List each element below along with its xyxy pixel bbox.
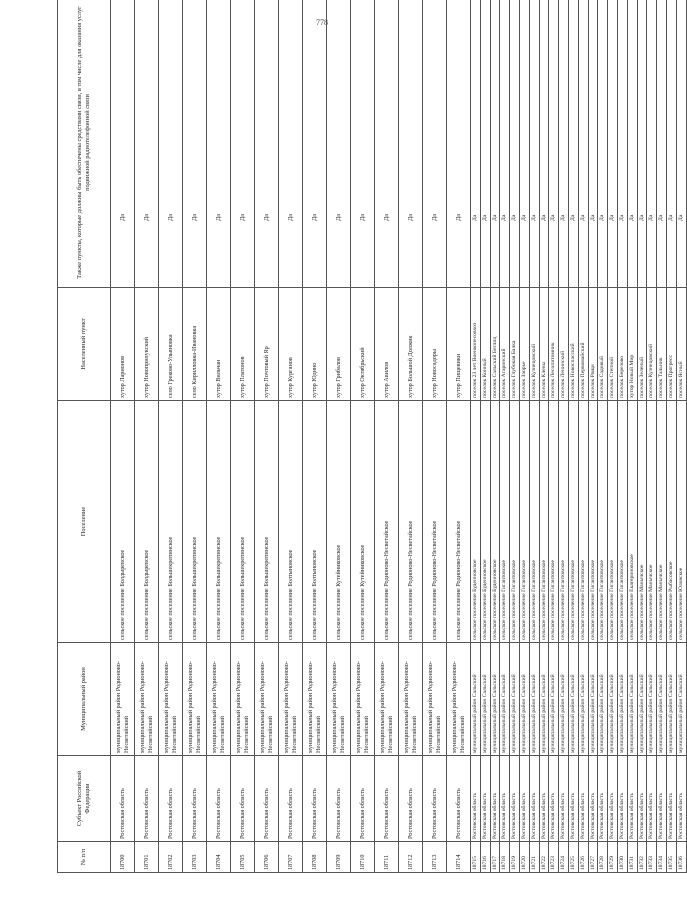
table-row — [539, 0, 549, 873]
cell-municipality: муниципальный район Сальский — [676, 643, 686, 756]
table-row — [529, 0, 539, 873]
cell-municipality: муниципальный район Сальский — [588, 643, 598, 756]
cell-locality: хутор Курганов — [279, 288, 303, 401]
cell-answer: Да — [207, 0, 231, 288]
cell-municipality: муниципальный район Сальский — [480, 643, 490, 756]
cell-municipality: муниципальный район Сальский — [637, 643, 647, 756]
table-row — [351, 0, 375, 873]
cell-municipality: муниципальный район Родионово-Несветайский — [327, 643, 351, 756]
cell-subject: Ростовская область — [490, 756, 500, 842]
table-row — [627, 0, 637, 873]
cell-locality: хутор Новоприлукский — [135, 288, 159, 401]
table-row — [608, 0, 618, 873]
cell-locality: поселок Конный — [480, 288, 490, 401]
cell-settlement: сельское поселение Гигантовское — [559, 401, 569, 643]
table-row — [255, 0, 279, 873]
table-row — [588, 0, 598, 873]
cell-locality: хутор Грибалов — [327, 288, 351, 401]
table-row — [568, 0, 578, 873]
cell-settlement: сельское поселение Гигантовское — [500, 401, 510, 643]
cell-answer: Да — [510, 0, 520, 288]
cell-num: 18735 — [666, 842, 676, 873]
cell-answer: Да — [327, 0, 351, 288]
cell-subject: Ростовская область — [231, 756, 255, 842]
cell-settlement: сельское поселение Гигантовское — [519, 401, 529, 643]
cell-locality: хутор Новосадоры — [423, 288, 447, 401]
cell-settlement: сельское поселение Болтыновское — [303, 401, 327, 643]
cell-num: 18736 — [676, 842, 686, 873]
cell-answer: Да — [255, 0, 279, 288]
table-row — [399, 0, 423, 873]
cell-subject: Ростовская область — [135, 756, 159, 842]
cell-answer: Да — [500, 0, 510, 288]
cell-locality: хутор Ларионов — [111, 288, 135, 401]
cell-municipality: муниципальный район Родионово-Несветайский — [423, 643, 447, 756]
cell-answer: Да — [111, 0, 135, 288]
cell-subject: Ростовская область — [447, 756, 471, 842]
cell-subject: Ростовская область — [303, 756, 327, 842]
table-row — [231, 0, 255, 873]
cell-subject: Ростовская область — [183, 756, 207, 842]
cell-subject: Ростовская область — [480, 756, 490, 842]
cell-num: 18731 — [627, 842, 637, 873]
cell-answer: Да — [549, 0, 559, 288]
cell-municipality: муниципальный район Родионово-Несветайский — [399, 643, 423, 756]
cell-locality: село Греково-Ульяновка — [159, 288, 183, 401]
cell-subject: Ростовская область — [255, 756, 279, 842]
table-row — [666, 0, 676, 873]
cell-num: 18709 — [327, 842, 351, 873]
cell-subject: Ростовская область — [588, 756, 598, 842]
cell-settlement: сельское поселение Гигантовское — [608, 401, 618, 643]
cell-subject: Ростовская область — [529, 756, 539, 842]
cell-settlement: сельское поселение Буденновское — [490, 401, 500, 643]
table-row — [598, 0, 608, 873]
cell-answer: Да — [399, 0, 423, 288]
cell-locality: поселок Лесопитомник — [549, 288, 559, 401]
table-row — [471, 0, 481, 873]
table-body — [111, 0, 687, 873]
cell-municipality: муниципальный район Родионово-Несветайский — [159, 643, 183, 756]
col-header-num: № п/п — [58, 842, 111, 873]
cell-num: 18710 — [351, 842, 375, 873]
cell-answer: Да — [480, 0, 490, 288]
cell-num: 18721 — [529, 842, 539, 873]
cell-subject: Ростовская область — [559, 756, 569, 842]
cell-settlement: сельское поселение Гигантовское — [549, 401, 559, 643]
cell-num: 18712 — [399, 842, 423, 873]
cell-settlement: сельское поселение Екатериновское — [627, 401, 637, 643]
table-row — [500, 0, 510, 873]
cell-settlement: сельское поселение Гигантовское — [617, 401, 627, 643]
cell-subject: Ростовская область — [399, 756, 423, 842]
cell-settlement: сельское поселение Большекрепинское — [183, 401, 207, 643]
cell-num: 18720 — [519, 842, 529, 873]
cell-answer: Да — [578, 0, 588, 288]
table-row — [480, 0, 490, 873]
cell-num: 18722 — [539, 842, 549, 873]
cell-locality: поселок Новоспасский — [568, 288, 578, 401]
cell-answer: Да — [490, 0, 500, 288]
cell-locality: хутор Вильчан — [207, 288, 231, 401]
cell-municipality: муниципальный район Сальский — [519, 643, 529, 756]
cell-subject: Ростовская область — [598, 756, 608, 842]
cell-num: 18718 — [500, 842, 510, 873]
table-row — [135, 0, 159, 873]
cell-municipality: муниципальный район Сальский — [657, 643, 667, 756]
table-row — [510, 0, 520, 873]
page-number: 778 — [316, 18, 328, 27]
cell-subject: Ростовская область — [657, 756, 667, 842]
table-row — [111, 0, 135, 873]
cell-settlement: сельское поселение Кутейниковское — [327, 401, 351, 643]
cell-locality: поселок 23 лет Военконесовхоз — [471, 288, 481, 401]
cell-answer: Да — [637, 0, 647, 288]
cell-settlement: сельское поселение Манычское — [647, 401, 657, 643]
cell-settlement: сельское поселение Большекрепинское — [159, 401, 183, 643]
cell-num: 18725 — [568, 842, 578, 873]
cell-municipality: муниципальный район Сальский — [627, 643, 637, 756]
cell-settlement: сельское поселение Гигантовское — [539, 401, 549, 643]
cell-locality: хутор Пищевики — [447, 288, 471, 401]
cell-num: 18707 — [279, 842, 303, 873]
cell-municipality: муниципальный район Родионово-Несветайский — [255, 643, 279, 756]
cell-locality: поселок Рощи — [588, 288, 598, 401]
cell-subject: Ростовская область — [471, 756, 481, 842]
cell-locality: поселок Первомайский — [578, 288, 588, 401]
cell-num: 18716 — [480, 842, 490, 873]
cell-num: 18714 — [447, 842, 471, 873]
table-row — [490, 0, 500, 873]
cell-subject: Ростовская область — [111, 756, 135, 842]
cell-locality: поселок Степной — [608, 288, 618, 401]
cell-locality: хутор Почтовый Яр — [255, 288, 279, 401]
cell-answer: Да — [519, 0, 529, 288]
cell-subject: Ростовская область — [207, 756, 231, 842]
cell-num: 18723 — [549, 842, 559, 873]
cell-answer: Да — [657, 0, 667, 288]
cell-answer: Да — [375, 0, 399, 288]
cell-num: 18713 — [423, 842, 447, 873]
cell-locality: поселок Зеленый — [637, 288, 647, 401]
cell-settlement: сельское поселение Буденновское — [480, 401, 490, 643]
cell-municipality: муниципальный район Сальский — [490, 643, 500, 756]
table-row — [327, 0, 351, 873]
table-row — [578, 0, 588, 873]
cell-locality: село Кирилловка-Ивановка — [183, 288, 207, 401]
cell-municipality: муниципальный район Родионово-Несветайский — [351, 643, 375, 756]
cell-municipality: муниципальный район Родионово-Несветайский — [279, 643, 303, 756]
cell-settlement: сельское поселение Гигантовское — [568, 401, 578, 643]
cell-municipality: муниципальный район Сальский — [559, 643, 569, 756]
cell-locality: хутор Платонов — [231, 288, 255, 401]
cell-num: 18700 — [111, 842, 135, 873]
cell-num: 18724 — [559, 842, 569, 873]
table-row — [279, 0, 303, 873]
cell-locality: поселок Заорье — [519, 288, 529, 401]
cell-answer: Да — [159, 0, 183, 288]
cell-num: 18732 — [637, 842, 647, 873]
cell-num: 18730 — [617, 842, 627, 873]
cell-subject: Ростовская область — [676, 756, 686, 842]
cell-municipality: муниципальный район Сальский — [647, 643, 657, 756]
cell-subject: Ростовская область — [375, 756, 399, 842]
table-row — [159, 0, 183, 873]
cell-answer: Да — [598, 0, 608, 288]
cell-num: 18726 — [578, 842, 588, 873]
table-row — [303, 0, 327, 873]
cell-answer: Да — [279, 0, 303, 288]
cell-answer: Да — [539, 0, 549, 288]
cell-municipality: муниципальный район Сальский — [510, 643, 520, 756]
cell-locality: поселок Ясный — [676, 288, 686, 401]
cell-settlement: сельское поселение Рыбасовское — [666, 401, 676, 643]
cell-locality: хутор Большой Должик — [399, 288, 423, 401]
table-row — [375, 0, 399, 873]
cell-locality: поселок Сальский Беглиц — [490, 288, 500, 401]
cell-answer: Да — [588, 0, 598, 288]
cell-num: 18729 — [608, 842, 618, 873]
cell-subject: Ростовская область — [627, 756, 637, 842]
cell-settlement: сельское поселение Буденновское — [471, 401, 481, 643]
cell-locality: поселок Клены — [539, 288, 549, 401]
settlements-table — [57, 0, 687, 873]
cell-subject: Ростовская область — [539, 756, 549, 842]
cell-municipality: муниципальный район Сальский — [666, 643, 676, 756]
cell-municipality: муниципальный район Сальский — [529, 643, 539, 756]
cell-answer: Да — [676, 0, 686, 288]
cell-num: 18708 — [303, 842, 327, 873]
table-row — [183, 0, 207, 873]
cell-subject: Ростовская область — [568, 756, 578, 842]
cell-settlement: сельское поселение Большекрепинское — [207, 401, 231, 643]
cell-num: 18703 — [183, 842, 207, 873]
table-row — [676, 0, 686, 873]
cell-municipality: муниципальный район Родионово-Несветайский — [303, 643, 327, 756]
cell-subject: Ростовская область — [617, 756, 627, 842]
cell-answer: Да — [627, 0, 637, 288]
cell-subject: Ростовская область — [500, 756, 510, 842]
cell-locality: хутор Новый Мир — [627, 288, 637, 401]
col-header-settlement: Поселение — [58, 401, 111, 643]
cell-settlement: сельское поселение Родионово-Несветайское — [447, 401, 471, 643]
cell-settlement: сельское поселение Манычское — [637, 401, 647, 643]
cell-municipality: муниципальный район Сальский — [500, 643, 510, 756]
cell-municipality: муниципальный район Родионово-Несветайский — [447, 643, 471, 756]
cell-answer: Да — [647, 0, 657, 288]
cell-num: 18727 — [588, 842, 598, 873]
cell-subject: Ростовская область — [423, 756, 447, 842]
cell-locality: поселок Березово — [617, 288, 627, 401]
cell-subject: Ростовская область — [327, 756, 351, 842]
cell-subject: Ростовская область — [159, 756, 183, 842]
cell-locality: поселок Ленинский — [559, 288, 569, 401]
cell-settlement: сельское поселение Большекрепинское — [231, 401, 255, 643]
table-row — [559, 0, 569, 873]
cell-num: 18702 — [159, 842, 183, 873]
cell-settlement: сельское поселение Болдыревское — [111, 401, 135, 643]
cell-settlement: сельское поселение Родионово-Несветайское — [399, 401, 423, 643]
cell-settlement: сельское поселение Юловское — [676, 401, 686, 643]
cell-settlement: сельское поселение Болдыревское — [135, 401, 159, 643]
cell-locality: хутор Октябрьский — [351, 288, 375, 401]
cell-answer: Да — [231, 0, 255, 288]
cell-num: 18711 — [375, 842, 399, 873]
cell-num: 18705 — [231, 842, 255, 873]
cell-locality: поселок Кузнецовский — [529, 288, 539, 401]
cell-answer: Да — [568, 0, 578, 288]
cell-num: 18715 — [471, 842, 481, 873]
cell-municipality: муниципальный район Сальский — [549, 643, 559, 756]
cell-answer: Да — [423, 0, 447, 288]
cell-settlement: сельское поселение Гигантовское — [529, 401, 539, 643]
table-row — [637, 0, 647, 873]
cell-num: 18733 — [647, 842, 657, 873]
cell-answer: Да — [666, 0, 676, 288]
cell-subject: Ростовская область — [647, 756, 657, 842]
cell-municipality: муниципальный район Сальский — [598, 643, 608, 756]
cell-settlement: сельское поселение Гигантовское — [598, 401, 608, 643]
cell-num: 18706 — [255, 842, 279, 873]
cell-locality: хутор Авилов — [375, 288, 399, 401]
cell-locality: хутор Юдино — [303, 288, 327, 401]
cell-num: 18717 — [490, 842, 500, 873]
cell-settlement: сельское поселение Гигантовское — [578, 401, 588, 643]
cell-municipality: муниципальный район Сальский — [608, 643, 618, 756]
table-row — [647, 0, 657, 873]
cell-municipality: муниципальный район Родионово-Несветайский — [207, 643, 231, 756]
cell-answer: Да — [303, 0, 327, 288]
table-header-row — [58, 0, 111, 873]
cell-settlement: сельское поселение Гигантовское — [510, 401, 520, 643]
cell-municipality: муниципальный район Родионово-Несветайский — [111, 643, 135, 756]
cell-settlement: сельское поселение Родионово-Несветайское — [375, 401, 399, 643]
cell-num: 18728 — [598, 842, 608, 873]
cell-municipality: муниципальный район Родионово-Несветайский — [231, 643, 255, 756]
cell-locality: поселок Садовый — [598, 288, 608, 401]
col-header-subject: Субъект Российской Федерации — [58, 756, 111, 842]
col-header-connectivity: Также пункты, которые должны быть обеспечены средствами связи, в том числе для оказания услуг подвижной радиотелефонной связи — [58, 0, 111, 288]
cell-settlement: сельское поселение Кутейниковское — [351, 401, 375, 643]
cell-subject: Ростовская область — [578, 756, 588, 842]
cell-municipality: муниципальный район Сальский — [539, 643, 549, 756]
cell-municipality: муниципальный район Сальский — [617, 643, 627, 756]
cell-municipality: муниципальный район Сальский — [578, 643, 588, 756]
table-row — [549, 0, 559, 873]
cell-answer: Да — [608, 0, 618, 288]
cell-subject: Ростовская область — [549, 756, 559, 842]
cell-answer: Да — [351, 0, 375, 288]
cell-municipality: муниципальный район Сальский — [568, 643, 578, 756]
cell-answer: Да — [559, 0, 569, 288]
cell-subject: Ростовская область — [351, 756, 375, 842]
cell-locality: поселок Кузнецовский — [647, 288, 657, 401]
cell-settlement: сельское поселение Гигантовское — [588, 401, 598, 643]
cell-answer: Да — [447, 0, 471, 288]
table-row — [617, 0, 627, 873]
cell-locality: поселок Прогресс — [666, 288, 676, 401]
table-row — [447, 0, 471, 873]
cell-answer: Да — [183, 0, 207, 288]
cell-locality: поселок Тальник — [657, 288, 667, 401]
table-row — [207, 0, 231, 873]
cell-num: 18719 — [510, 842, 520, 873]
col-header-locality: Населенный пункт — [58, 288, 111, 401]
cell-municipality: муниципальный район Родионово-Несветайский — [375, 643, 399, 756]
cell-subject: Ростовская область — [637, 756, 647, 842]
cell-subject: Ростовская область — [666, 756, 676, 842]
cell-municipality: муниципальный район Родионово-Несветайский — [183, 643, 207, 756]
table-row — [657, 0, 667, 873]
table-row — [519, 0, 529, 873]
cell-municipality: муниципальный район Сальский — [471, 643, 481, 756]
cell-answer: Да — [471, 0, 481, 288]
cell-num: 18734 — [657, 842, 667, 873]
cell-answer: Да — [617, 0, 627, 288]
cell-locality: поселок Агаринский — [500, 288, 510, 401]
cell-settlement: сельское поселение Родионово-Несветайское — [423, 401, 447, 643]
table-row — [423, 0, 447, 873]
cell-subject: Ростовская область — [279, 756, 303, 842]
cell-settlement: сельское поселение Большекрепинское — [255, 401, 279, 643]
cell-settlement: сельское поселение Болтыновское — [279, 401, 303, 643]
cell-num: 18701 — [135, 842, 159, 873]
cell-subject: Ростовская область — [519, 756, 529, 842]
cell-subject: Ростовская область — [510, 756, 520, 842]
cell-locality: поселок Глубокая Балка — [510, 288, 520, 401]
cell-settlement: сельское поселение Манычское — [657, 401, 667, 643]
cell-answer: Да — [529, 0, 539, 288]
cell-municipality: муниципальный район Родионово-Несветайский — [135, 643, 159, 756]
cell-num: 18704 — [207, 842, 231, 873]
cell-subject: Ростовская область — [608, 756, 618, 842]
col-header-municipality: Муниципальный район — [58, 643, 111, 756]
cell-answer: Да — [135, 0, 159, 288]
